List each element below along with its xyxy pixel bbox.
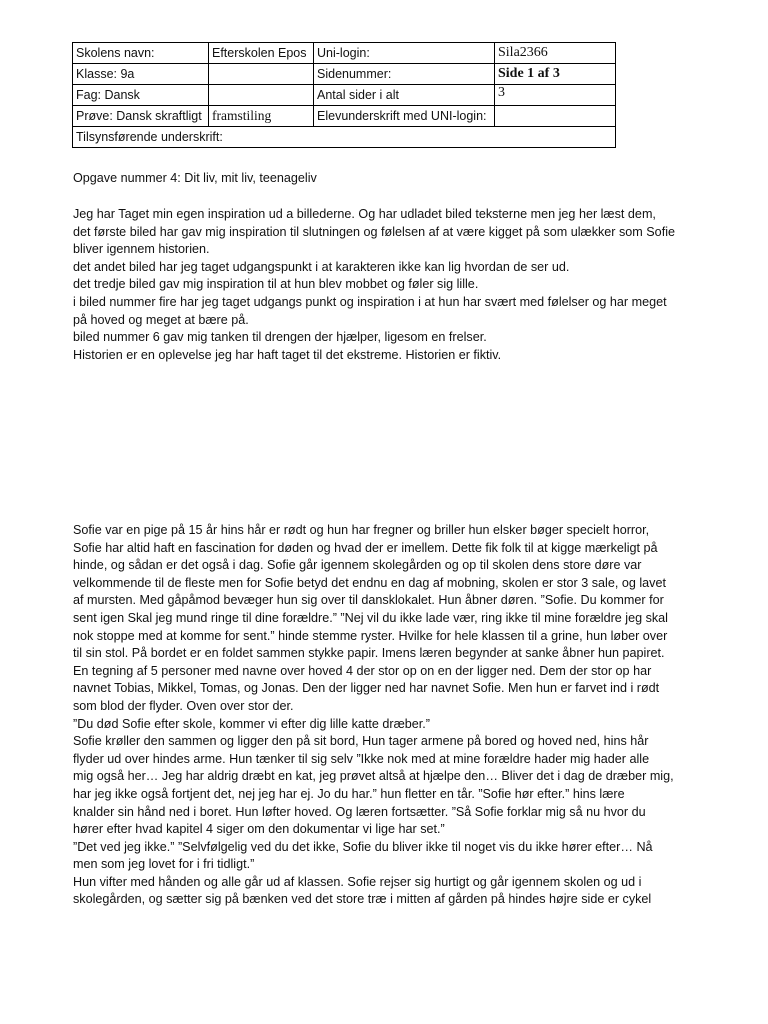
header-row xyxy=(73,85,616,106)
assignment-title xyxy=(73,170,317,188)
header-row xyxy=(73,43,616,64)
school-label: Skolens navn: xyxy=(73,43,209,64)
story-line: En tegning af 5 personer med navne over hoved 4 der stor op on en der ligger ned. Dem der stor op har xyxy=(73,663,652,678)
intro-line: biled nummer 6 gav mig tanken til drengen der hjælper, ligesom en frelser. xyxy=(73,330,487,345)
story-line: nok stoppe med at komme for sent.” hinde stemme ryster. Hvilke for hele klassen til a grine, hun løber over xyxy=(73,628,668,643)
unilogin-value: Sila2366 xyxy=(495,43,616,64)
story-line: skolegården, og sætter sig på bænken ved det store træ i mitten af gården på hindes højre side er cykel xyxy=(73,892,652,907)
exam-value: framstiling xyxy=(209,106,314,127)
class-empty-cell xyxy=(209,64,314,85)
story-line: hinde, og sådan er det også i dag. Sofie går igennem skolegården og op til skolen dens store døre var xyxy=(73,558,642,573)
story-line: har jeg ikke også fortjent det, nej jeg har ej. Jo du har.” hun fletter en tår. ”Sofie hør efter.” hins lære xyxy=(73,786,625,801)
header-row xyxy=(73,127,616,148)
pages-total-label: Antal sider i alt xyxy=(314,85,495,106)
intro-line: det tredje biled gav mig inspiration til at hun blev mobbet og føler sig lille. xyxy=(73,277,479,292)
story-line: sent igen Skal jeg mund ringe til dine forældre.” ”Nej vil du ikke lade vær, ring ikke til mine forældre jeg skal xyxy=(73,610,668,625)
story-line: af mursten. Med gåpåmod bevæger hun sig over til dansklokalet. Hun åbner døren. ”Sofie. Du kommer for xyxy=(73,593,664,608)
story-line: mig også her… Jeg har aldrig dræbt en kat, jeg prøvet altså at hjælpe den… Bliver det i dag de dræber mig, xyxy=(73,769,674,784)
intro-line: bliver igennem historien. xyxy=(73,242,210,257)
subject-empty-cell xyxy=(209,85,314,106)
story-line: ”Det ved jeg ikke.” ”Selvfølgelig ved du det ikke, Sofie du bliver ikke til noget vis du ikke hører efter… Nå xyxy=(73,839,653,854)
header-form-table xyxy=(72,42,616,148)
story-line: flyder ud over hindes arme. Hun tænker til sig selv ”Ikke nok med at mine forældre hader mig hader alle xyxy=(73,751,650,766)
class-label: Klasse: 9a xyxy=(73,64,209,85)
intro-paragraph xyxy=(73,206,675,364)
pages-total-value: 3 xyxy=(495,85,616,106)
story-line: men som jeg lovet for i fri tidligt.” xyxy=(73,857,255,872)
story-line: Sofie krøller den sammen og ligger den på sit bord, Hun tager armene på bored og hoved ned, hins hår xyxy=(73,734,649,749)
story-line: Sofie var en pige på 15 år hins hår er rødt og hun har fregner og briller hun elsker bøger specielt horror, xyxy=(73,523,650,537)
story-line: hører efter hvad kapitel 4 siger om den dokumentar vi lige har set.” xyxy=(73,822,445,837)
signature-label: Elevunderskrift med UNI-login: xyxy=(314,106,495,127)
story-line: Sofie har altid haft en fascination for døden og hvad der er imellem. Dette fik folk til at kigge mærkeligt på xyxy=(73,540,658,555)
signature-empty-cell xyxy=(495,106,616,127)
header-row xyxy=(73,64,616,85)
intro-line: i biled nummer fire har jeg taget udgangs punkt og inspiration i at hun har svært med følelser og har meget xyxy=(73,294,667,309)
intro-line: Jeg har Taget min egen inspiration ud a billederne. Og har udladet biled teksterne men jeg her læst dem, xyxy=(73,207,656,221)
intro-line: på hoved og meget at bære på. xyxy=(73,312,249,327)
story-line: som blod der flyder. Oven over stor der. xyxy=(73,698,294,713)
header-row xyxy=(73,106,616,127)
story-line: knalder sin hånd ned i boret. Hun løfter hoved. Og læren fortsætter. ”Så Sofie forklar mig så nu hvor du xyxy=(73,804,646,819)
story-text xyxy=(73,522,674,909)
intro-line: det første biled har gav mig inspiration til slutningen og følelsen af at være kigget på som ulækker som Sofie xyxy=(73,224,675,239)
school-value: Efterskolen Epos xyxy=(209,43,314,64)
story-line: ”Du død Sofie efter skole, kommer vi efter dig lille katte dræber.” xyxy=(73,716,430,731)
subject-label: Fag: Dansk xyxy=(73,85,209,106)
intro-line: det andet biled har jeg taget udgangspunkt i at karakteren ikke kan lig hvordan de ser ud. xyxy=(73,259,570,274)
story-line: til sin stol. På bordet er en foldet sammen stykke papir. Imens læren begynder at sanke åbner hun papiret. xyxy=(73,646,665,661)
story-line: velkommende til de fleste men for Sofie betyd det endnu en dag af mobning, skolen er stor 3 sale, og lavet xyxy=(73,575,666,590)
story-line: Hun vifter med hånden og alle går ud af klassen. Sofie rejser sig hurtigt og går igennem skolen og ud i xyxy=(73,874,642,889)
unilogin-label: Uni-login: xyxy=(314,43,495,64)
story-line: navnet Tobias, Mikkel, Tomas, og Jonas. Den der ligger ned har navnet Sofie. Men hun er farvet ind i rødt xyxy=(73,681,660,696)
supervisor-label: Tilsynsførende underskrift: xyxy=(73,127,616,148)
intro-line: Historien er en oplevelse jeg har haft taget til det ekstreme. Historien er fiktiv. xyxy=(73,347,502,362)
exam-label: Prøve: Dansk skraftligt xyxy=(73,106,209,127)
page-label: Sidenummer: xyxy=(314,64,495,85)
page-value: Side 1 af 3 xyxy=(495,64,616,85)
assignment-title-text: Opgave nummer 4: Dit liv, mit liv, teenageliv xyxy=(73,171,317,185)
